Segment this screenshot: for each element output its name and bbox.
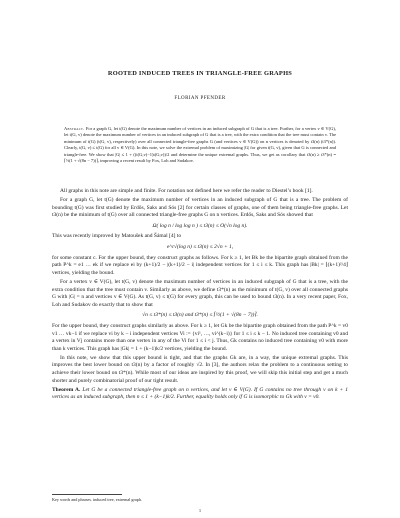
paragraph: For a graph G, let t(G) denote the maximum number of vertices in an induced subgraph of G that is a tree. The problem of bounding t(G) was first studied by Erdős, Saks and Sós [2] for certain classes of graphs, one of them being triangle-free graphs. Let t3(n) be the minimum of t(G) over all connected triangle-free graphs G on n vertices. Erdős, Saks and Sós showed that bbox=[52, 197, 348, 219]
body-text bbox=[52, 188, 348, 403]
paper-title: ROOTED INDUCED TREES IN TRIANGLE-FREE GRAPHS bbox=[107, 70, 293, 77]
abstract-label: Abstract. bbox=[64, 126, 85, 131]
paragraph: This was recently improved by Matoušek and Šámal [4] to bbox=[52, 233, 182, 240]
page-number: 1 bbox=[198, 508, 202, 513]
footnote: Key words and phrases. induced tree, extremal graph. bbox=[52, 497, 142, 502]
equation-1: Ω( log n / log log n ) ≤ t3(n) ≤ O(√n log n). bbox=[152, 222, 248, 229]
abstract bbox=[64, 126, 336, 164]
paragraph: All graphs in this note are simple and finite. For notation not defined here we refer the reader to Diestel’s book [1]. bbox=[60, 188, 313, 194]
paragraph: In this note, we show that this upper bound is tight, and that the graphs Gk are, in a way, the unique extremal graphs. This improves the best lower bound on t3(n) by a factor of roughly √2. In [3], the authors relax the problem to a continuous setting to achieve their lower bound on t3*(n). While most of our ideas are inspired by this proof, we will skip this initial step and get a much shorter and purely combinatorial proof of our tight result. bbox=[52, 354, 348, 384]
footnote-rule bbox=[52, 494, 122, 495]
theorem-title: Theorem A. bbox=[52, 386, 81, 393]
equation-3: √n ≤ t3*(n) ≤ t3(n) and t3*(n) ≤ ⌈½(1 + √(8n − 7))⌉. bbox=[142, 312, 258, 319]
author-name: FLORIAN PFENDER bbox=[174, 96, 226, 101]
theorem bbox=[52, 387, 348, 402]
equation-2: e^c√(log n) ≤ t3(n) ≤ 2√n + 1, bbox=[166, 244, 234, 251]
paragraph: For a vertex v ∈ V(G), let t(G, v) denote the maximum number of vertices in an induced subgraph of G that is a tree, with the extra condition that the tree must contain v. Similarly as above, we define t3*(n) as the minimum of t(G, v) over all connected graphs G with |G| = n and vertices v ∈ V(G). As t(G, v) ≤ t(G) for every graph, this can be used to bound t3(n). In a very recent paper, Fox, Loh and Sudakov do exactly that to show that bbox=[52, 278, 348, 308]
abstract-text: For a graph G, let t(G) denote the maximum number of vertices in an induced subgraph of G that is a tree. Further, for a vertex v ∈ V(G), let t(G, v) denote the maximum number of vertices in an induced subgraph of G that is a tree, with the extra condition that the tree must contain v. The minimum of t(G) (t(G, v), respectively) over all connected triangle-free graphs G (and vertices v ∈ V(G)) on n vertices is denoted by t3(n) (t3*(n)). Clearly, t(G, v) ≤ t(G) for all v ∈ V(G). In this note, we solve the extremal problem of maximizing |G| for given t(G, v), given that G is connected and triangle-free. We show that |G| ≤ 1 + ((t(G,v)−1)t(G,v))/2 and determine the unique extremal graphs. Thus, we get as corollary that t3(n) ≥ t3*(n) = ⌈½(1 + √(8n − 7))⌉, improving a recent result by Fox, Loh and Sudakov. bbox=[64, 126, 337, 164]
theorem-text: Let G be a connected triangle-free graph on n vertices, and let v ∈ V(G). If G contains no tree through v on k + 1 vertices as an induced subgraph, then n ≤ 1 + (k−1)k/2. Further, equality holds only if G is isomorphic to Gk with v = v0. bbox=[52, 386, 349, 401]
paragraph: For the upper bound, they construct graphs similarly as above. For k ≥ 1, let Gk be the bipartite graph obtained from the path P^k = v0 v1 … vk−1 if we replace vi by k − i independent vertices Vi := {vi¹, …, vi^(k−i)} for 1 ≤ i ≤ k − 1. No induced tree containing v0 and a vertex in Vj contains more than one vertex in any of the Vi for 1 ≤ i < j. Thus, Gk contains no induced tree containing v0 with more than k vertices. This graph has |Gk| = 1 + (k−1)k/2 vertices, yielding the bound. bbox=[52, 322, 349, 352]
paragraph: for some constant c. For the upper bound, they construct graphs as follows. For k ≥ 1, let Bk be the bipartite graph obtained from the path P^k = e1 … ek if we replace ei by (k+1)/2 − |(k+1)/2 − i| independent vertices for 1 ≤ i ≤ k. This graph has |Bk| = ⌊(k+1)²/4⌋ vertices, yielding the bound. bbox=[52, 254, 348, 276]
